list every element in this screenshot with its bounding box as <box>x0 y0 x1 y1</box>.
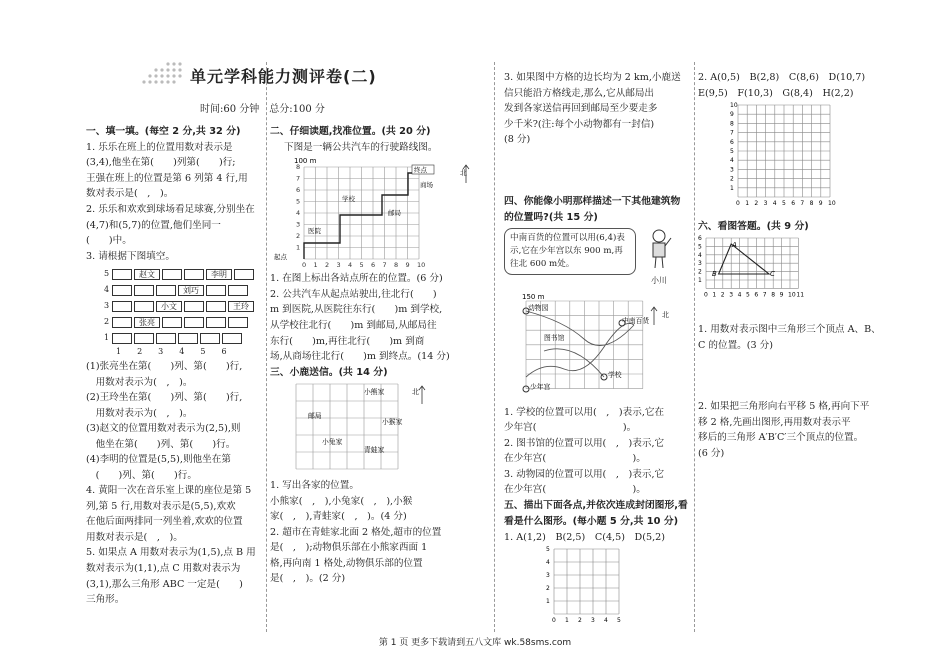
start-label: 起点 <box>274 253 287 262</box>
q3-2: 2. 超市在青蛙家北面 2 格处,超市的位置 <box>270 526 442 538</box>
axis-tick: 7 <box>762 291 767 299</box>
seat: 张亮 <box>134 317 160 328</box>
q3-1: 1. 写出各家的位置。 <box>270 479 359 491</box>
axis-tick: 8 <box>296 163 301 172</box>
q3d-line: ( )列、第( )行。 <box>86 469 197 481</box>
q3-1a: 小熊家( , ),小兔家( , ),小猴 <box>270 495 413 507</box>
north-label: 北 <box>460 169 467 178</box>
seat-column-numbers: 1 2 3 4 5 6 <box>116 347 227 357</box>
axis-tick: 3 <box>546 572 550 580</box>
seat <box>162 269 182 280</box>
axis-tick: 4 <box>604 617 608 625</box>
seat <box>134 301 154 312</box>
axis-tick: 9 <box>405 261 410 270</box>
axis-tick: 2 <box>578 617 582 625</box>
axis-tick: 5 <box>730 148 734 156</box>
q5-line: (3,1),那么三角形 ABC 一定是( ) <box>86 578 243 590</box>
end-label: 终点 <box>414 166 427 175</box>
north-arrow-icon <box>651 307 657 325</box>
seat <box>234 269 254 280</box>
bear-home-label: 小熊家 <box>364 388 385 397</box>
seat: 王玲 <box>228 301 254 312</box>
row-number: 2 <box>104 316 110 326</box>
axis-tick: 1 <box>698 277 702 285</box>
q4-3: 在少年宫( )。 <box>504 484 646 496</box>
axis-tick: 1 <box>296 243 301 252</box>
q5-line: 数对表示为(1,1),点 C 用数对表示为 <box>86 562 241 574</box>
q2-2-line: 东行( )m,再往北行( )m 到商 <box>270 335 425 347</box>
axis-tick: 9 <box>730 111 734 119</box>
q6-2: 移后的三角形 A′B′C′三个顶点的位置。 <box>698 432 864 444</box>
seat <box>200 333 220 344</box>
q1-line: 1. 乐乐在班上的位置用数对表示是 <box>86 141 233 153</box>
seat: 赵文 <box>134 269 160 280</box>
q5-1: 1. A(1,2) B(2,5) C(4,5) D(5,2) <box>504 531 665 543</box>
post-label: 邮局 <box>388 209 401 218</box>
axis-tick: 3 <box>591 617 595 625</box>
axis-tick: 6 <box>791 200 796 208</box>
column-4 <box>698 70 898 622</box>
axis-tick: 3 <box>763 200 768 208</box>
vertex-c: C <box>770 270 775 279</box>
seat <box>156 285 176 296</box>
axis-tick: 10 <box>788 291 796 299</box>
q2-line: (4,7)和(5,7)的位置,他们坐同一 <box>86 219 221 231</box>
q5-line: 5. 如果点 A 用数对表示为(1,5),点 B 用 <box>86 547 256 559</box>
axis-tick: 2 <box>325 261 330 270</box>
q4-line: 在他后面两排同一列坐着,欢欢的位置 <box>86 516 243 528</box>
axis-tick: 8 <box>394 261 399 270</box>
q1-line: 数对表示是( , )。 <box>86 188 174 200</box>
row-number: 5 <box>104 268 110 278</box>
section-3-heading: 三、小鹿送信。(共 14 分) <box>270 366 388 378</box>
axis-tick: 10 <box>417 261 426 270</box>
q3-3: 发到各家送信再回到邮局至少要走多 <box>504 103 658 115</box>
column-2 <box>270 124 482 622</box>
axis-tick: 5 <box>359 261 364 270</box>
axis-tick: 4 <box>737 291 742 299</box>
seat-row-4 <box>104 282 262 298</box>
seat-row-3 <box>104 298 262 314</box>
q2-line: ( )中。 <box>86 235 132 247</box>
axis-tick: 5 <box>698 243 702 251</box>
axis-tick: 11 <box>796 291 805 299</box>
axis-tick: 8 <box>771 291 776 299</box>
column-divider <box>266 62 267 632</box>
column-divider <box>694 62 695 632</box>
seat <box>112 301 132 312</box>
q2-line: 2. 乐乐和欢欢到球场看足球赛,分别坐在 <box>86 203 255 215</box>
seat <box>206 285 226 296</box>
triangle-grid <box>698 234 898 322</box>
q3a-line: (1)张亮坐在第( )列、第( )行, <box>86 361 243 373</box>
q5-line: 三角形。 <box>86 594 125 606</box>
page-footer: 第 1 页 更多下载请到五八文库 wk.58sms.com <box>378 638 572 648</box>
vertex-b: B <box>712 270 717 279</box>
axis-tick: 2 <box>754 200 759 208</box>
seat: 刘巧 <box>178 285 204 296</box>
axis-tick: 8 <box>809 200 814 208</box>
seat: 李明 <box>206 269 232 280</box>
seat <box>112 269 132 280</box>
deer-map <box>270 380 482 478</box>
post-office-label: 邮局 <box>308 412 322 421</box>
axis-tick: 0 <box>736 200 740 208</box>
bus-route-map <box>270 155 482 271</box>
axis-tick: 1 <box>730 184 734 192</box>
axis-tick: 4 <box>348 261 353 270</box>
row-number: 1 <box>104 332 110 342</box>
q4-3: 3. 动物园的位置可以用( , )表示,它 <box>504 468 665 480</box>
q3b-line: (2)王玲坐在第( )列、第( )行, <box>86 392 243 404</box>
column-3 <box>504 70 690 625</box>
q2-2-line: m 到医院,从医院往东行( )m 到学校, <box>270 304 443 316</box>
q3c-line: (3)赵文的位置用数对表示为(2,5),则 <box>86 423 241 435</box>
q5-2: 2. A(0,5) B(2,8) C(8,6) D(10,7) <box>698 72 866 83</box>
axis-tick: 4 <box>546 559 550 567</box>
q3-2: 是( , );动物俱乐部在小熊家西面 1 <box>270 542 428 554</box>
seat-row-2 <box>104 314 262 330</box>
axis-tick: 6 <box>730 138 734 146</box>
library-label: 图书馆 <box>544 334 565 343</box>
q2-2-line: 2. 公共汽车从起点站驶出,往北行( ) <box>270 288 437 300</box>
q6-2: (6 分) <box>698 447 725 459</box>
kid-name: 小川 <box>651 276 667 286</box>
axis-tick: 0 <box>302 261 307 270</box>
bus-intro: 下图是一辆公共汽车的行驶路线图。 <box>284 141 438 153</box>
grid-5x5 <box>504 545 690 635</box>
axis-tick: 2 <box>296 232 301 241</box>
seat <box>184 301 204 312</box>
rabbit-home-label: 小兔家 <box>322 438 343 447</box>
axis-tick: 9 <box>818 200 823 208</box>
row-number: 3 <box>104 300 110 310</box>
axis-tick: 3 <box>336 261 341 270</box>
kid-icon <box>644 228 674 270</box>
axis-tick: 4 <box>296 209 301 218</box>
north-arrow-icon <box>419 386 425 404</box>
axis-tick: 3 <box>730 166 734 174</box>
axis-tick: 7 <box>296 174 301 183</box>
axis-tick: 5 <box>782 200 786 208</box>
axis-tick: 1 <box>712 291 717 299</box>
speech-bubble: 中南百货的位置可以用(6,4)表示,它在少年宫以东 900 m,再往北 600 m处。 <box>504 228 636 275</box>
axis-tick: 6 <box>754 291 759 299</box>
seat-row-5 <box>104 266 262 282</box>
axis-tick: 2 <box>720 291 725 299</box>
mall-label: 商场 <box>420 181 433 190</box>
q1-line: (3,4),他坐在第( )列第( )行; <box>86 157 236 169</box>
bus-route-line <box>304 173 420 259</box>
q3-3: (8 分) <box>504 134 531 146</box>
frog-home-label: 青蛙家 <box>364 446 385 455</box>
axis-tick: 1 <box>565 617 569 625</box>
map-unit-label: 150 m <box>522 293 545 302</box>
town-map <box>504 291 690 405</box>
axis-tick: 0 <box>552 617 556 625</box>
youth-palace-label: 少年宫 <box>530 383 551 392</box>
seat-row-1 <box>104 330 262 346</box>
seat <box>112 333 132 344</box>
axis-tick: 10 <box>828 200 836 208</box>
q3b-line: 用数对表示为( , )。 <box>86 407 193 419</box>
q4-1: 少年宫( )。 <box>504 422 637 434</box>
axis-tick: 0 <box>704 291 708 299</box>
axis-tick: 7 <box>730 129 734 137</box>
column-divider <box>494 62 495 632</box>
monkey-home-label: 小猴家 <box>382 418 403 427</box>
seat <box>134 285 154 296</box>
axis-tick: 10 <box>730 102 738 110</box>
q2-2-line: 场,从商场往北行( )m 到终点。(14 分) <box>270 351 450 363</box>
vertex-a: A <box>732 241 737 250</box>
q6-2: 2. 如果把三角形向右平移 5 格,再向下平 <box>698 401 870 413</box>
seat <box>184 269 204 280</box>
seat <box>156 333 176 344</box>
page-title: 单元学科能力测评卷(二) <box>190 67 377 86</box>
kid-figure <box>644 228 674 288</box>
q3-2: 格,再向南 1 格处,动物俱乐部的位置 <box>270 557 423 569</box>
axis-tick: 2 <box>698 269 702 277</box>
seat: 小文 <box>156 301 182 312</box>
seat <box>206 317 226 328</box>
axis-tick: 5 <box>296 197 301 206</box>
axis-tick: 3 <box>729 291 734 299</box>
seat <box>178 333 198 344</box>
axis-tick: 6 <box>296 186 301 195</box>
seat <box>228 285 248 296</box>
seat <box>112 285 132 296</box>
q5-2: E(9,5) F(10,3) G(8,4) H(2,2) <box>698 87 854 99</box>
seat <box>112 317 132 328</box>
axis-tick: 7 <box>800 200 805 208</box>
q2-1: 1. 在图上标出各站点所在的位置。(6 分) <box>270 273 443 285</box>
north-label: 北 <box>412 388 419 397</box>
q4-line: 用数对表示是( , )。 <box>86 531 183 543</box>
q3c-line: 他坐在第( )列、第( )行。 <box>86 438 236 450</box>
dept-store-label: 中南百货 <box>622 317 650 326</box>
zoo-label: 动物园 <box>528 304 549 313</box>
section-5-heading: 五、描出下面各点,并依次连成封闭图形,看看是什么图形。(每小题 5 分,共 10 分) <box>504 500 688 527</box>
q6-1: 1. 用数对表示图中三角形三个顶点 A、B、 <box>698 323 881 335</box>
north-label: 北 <box>662 311 669 320</box>
seat <box>222 333 242 344</box>
exam-info: 时间:60 分钟 总分:100 分 <box>200 104 325 115</box>
q3-1a: 家( , ),青蛙家( , )。(4 分) <box>270 511 407 523</box>
q3-3: 少千米?(注:每个小动物都有一封信) <box>504 118 655 130</box>
seat-chart <box>104 266 262 359</box>
q3a-line: 用数对表示为( , )。 <box>86 376 193 388</box>
q3-2: 是( , )。(2 分) <box>270 573 346 585</box>
q2-2-line: 从学校往北行( )m 到邮局,从邮局往 <box>270 319 437 331</box>
axis-tick: 5 <box>617 617 621 625</box>
q4-2: 在少年宫( )。 <box>504 453 646 465</box>
axis-tick: 5 <box>546 546 550 554</box>
axis-tick: 4 <box>730 157 734 165</box>
school-label: 学校 <box>342 195 355 204</box>
axis-tick: 1 <box>546 598 550 606</box>
q1-line: 王强在班上的位置是第 6 列第 4 行,用 <box>86 172 248 184</box>
grid-10x10 <box>698 101 898 219</box>
axis-tick: 7 <box>382 261 387 270</box>
road-lines <box>526 311 634 380</box>
axis-tick: 3 <box>698 260 702 268</box>
axis-tick: 9 <box>779 291 784 299</box>
q3-line: 3. 请根据下图填空。 <box>86 250 175 262</box>
axis-tick: 4 <box>698 252 702 260</box>
axis-tick: 1 <box>745 200 750 208</box>
q3-3: 3. 如果图中方格的边长均为 2 km,小鹿送 <box>504 72 681 83</box>
row-number: 4 <box>104 284 110 294</box>
triangle-abc <box>719 244 769 274</box>
section-4-heading: 四、你能像小明那样描述一下其他建筑物的位置吗?(共 15 分) <box>504 195 681 223</box>
axis-tick: 5 <box>746 291 750 299</box>
decorative-dots <box>138 60 186 88</box>
q4-1: 1. 学校的位置可以用( , )表示,它在 <box>504 406 665 418</box>
hospital-label: 医院 <box>308 227 321 236</box>
seat <box>184 317 204 328</box>
q3-3: 信只能沿方格线走,那么,它从邮局出 <box>504 87 655 99</box>
section-6-heading: 六、看图答题。(共 9 分) <box>698 220 809 232</box>
seat <box>134 333 154 344</box>
q6-2: 移 2 格,先画出图形,再用数对表示平 <box>698 416 851 428</box>
section-1-heading: 一、填一填。(每空 2 分,共 32 分) <box>86 126 241 137</box>
seat <box>162 317 182 328</box>
q3d-line: (4)李明的位置是(5,5),则他坐在第 <box>86 454 231 466</box>
axis-tick: 4 <box>772 200 777 208</box>
school-label: 学校 <box>608 371 622 380</box>
column-1 <box>86 124 262 622</box>
q4-2: 2. 图书馆的位置可以用( , )表示,它 <box>504 437 665 449</box>
axis-tick: 6 <box>698 235 702 243</box>
q6-1: C 的位置。(3 分) <box>698 339 773 351</box>
section-2-heading: 二、仔细读题,找准位置。(共 20 分) <box>270 126 431 137</box>
seat <box>206 301 226 312</box>
axis-tick: 2 <box>546 585 550 593</box>
axis-tick: 3 <box>296 220 301 229</box>
q4-line: 列,第 5 行,用数对表示是(5,5),欢欢 <box>86 500 236 512</box>
q4-line: 4. 黄阳一次在音乐室上课的座位是第 5 <box>86 485 252 497</box>
axis-tick: 2 <box>730 175 734 183</box>
axis-tick: 1 <box>313 261 318 270</box>
axis-tick: 6 <box>371 261 376 270</box>
map-unit-label: 100 m <box>294 157 317 166</box>
axis-tick: 8 <box>730 120 734 128</box>
seat <box>228 317 248 328</box>
